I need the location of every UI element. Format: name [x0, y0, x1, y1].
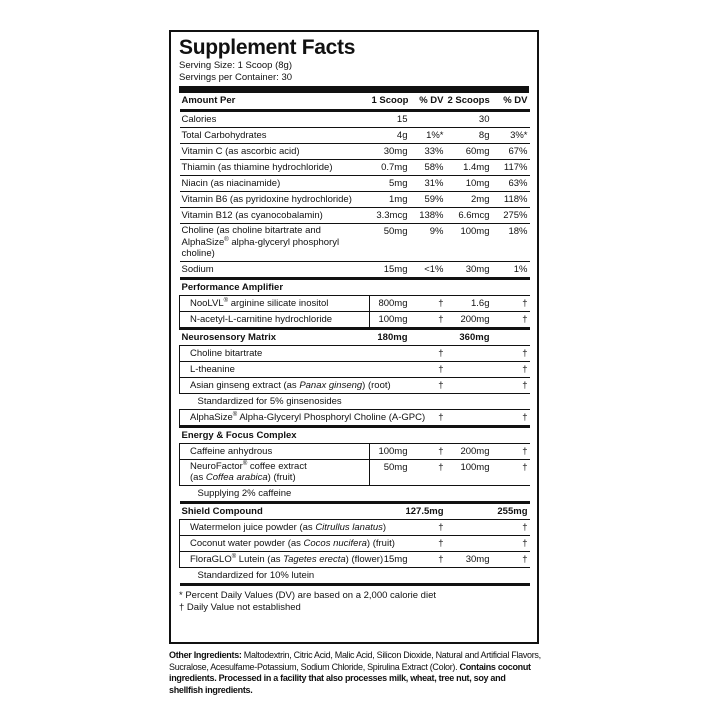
dv-1: † — [410, 409, 446, 426]
table-row — [180, 377, 530, 393]
dv-cell: 9% — [410, 224, 446, 262]
dv-cell: 1% — [492, 261, 530, 278]
nutrient-name: Total Carbohydrates — [180, 128, 370, 144]
header-dv2: % DV — [492, 93, 530, 111]
dv-cell: 275% — [492, 208, 530, 224]
amount-1: 800mg — [370, 295, 410, 311]
table-row — [180, 567, 530, 584]
dv-cell: 58% — [410, 160, 446, 176]
ingredient-name: Asian ginseng extract (as Panax ginseng) (root) — [180, 377, 410, 393]
section-title: Performance Amplifier — [180, 278, 530, 295]
thick-divider — [179, 86, 529, 93]
table-row — [180, 409, 530, 426]
dv-cell: 117% — [492, 160, 530, 176]
other-ingredients — [169, 650, 541, 696]
table-row — [180, 311, 530, 328]
dv-cell: 59% — [410, 192, 446, 208]
dv-1: † — [410, 345, 446, 361]
section-amount-1: 180mg — [370, 328, 410, 345]
dv-2: † — [492, 459, 530, 485]
ingredient-name: Watermelon juice powder (as Citrullus lanatus) — [180, 519, 410, 535]
dv-cell: 31% — [410, 176, 446, 192]
amount-cell: 50mg — [370, 224, 410, 262]
table-row — [180, 176, 530, 192]
dv-2: † — [492, 409, 530, 426]
table-header — [180, 93, 530, 111]
table-row — [180, 192, 530, 208]
nutrient-name: Vitamin B6 (as pyridoxine hydrochloride) — [180, 192, 370, 208]
amount-1: 100mg — [370, 443, 410, 459]
amount-cell: 8g — [446, 128, 492, 144]
ingredient-name: NeuroFactor® coffee extract (as Coffea arabica) (fruit) — [180, 459, 370, 485]
ingredient-name: Caffeine anhydrous — [180, 443, 370, 459]
header-dv1: % DV — [410, 93, 446, 111]
ingredient-name: Choline bitartrate — [180, 345, 410, 361]
dv-1: † — [410, 377, 446, 393]
table-row — [180, 160, 530, 176]
amount-cell: 30mg — [446, 261, 492, 278]
dv-1: † — [410, 519, 446, 535]
dv-2: † — [492, 295, 530, 311]
amount-cell: 3.3mcg — [370, 208, 410, 224]
caffeine-note: Supplying 2% caffeine — [180, 485, 530, 502]
amount-2: 100mg — [446, 459, 492, 485]
allergen-statement: Contains coconut ingredients. Processed in a facility that also processes milk, wheat, tree nut, soy and shellfish ingredients. — [169, 661, 531, 695]
dv-1: † — [410, 295, 446, 311]
dv-2: † — [492, 443, 530, 459]
dv-2: † — [492, 345, 530, 361]
amount-cell: 15mg — [370, 261, 410, 278]
amount-cell: 2mg — [446, 192, 492, 208]
dv-1: † — [410, 459, 446, 485]
ingredient-name: AlphaSize® Alpha-Glyceryl Phosphoryl Choline (A-GPC) — [180, 409, 410, 426]
amount-2: 1.6g — [446, 295, 492, 311]
header-col2: 2 Scoops — [446, 93, 492, 111]
nutrient-name: Sodium — [180, 261, 370, 278]
nutrient-name: Choline (as choline bitartrate and AlphaSize® alpha-glyceryl phosphoryl choline) — [180, 224, 370, 262]
table-row — [180, 535, 530, 551]
section-neuro — [180, 328, 530, 345]
amount-1: 50mg — [370, 459, 410, 485]
amount-cell: 4g — [370, 128, 410, 144]
dv-cell: 138% — [410, 208, 446, 224]
section-amount-2: 360mg — [446, 328, 492, 345]
table-row — [180, 485, 530, 502]
dv-2: † — [492, 535, 530, 551]
servings-per-container: Servings per Container: 30 — [179, 71, 293, 83]
amount-cell: 6.6mcg — [446, 208, 492, 224]
ingredient-name: N-acetyl-L-carnitine hydrochloride — [180, 311, 370, 328]
nutrient-name: Vitamin B12 (as cyanocobalamin) — [180, 208, 370, 224]
ingredient-name: FloraGLO® Lutein (as Tagetes erecta) (flower) — [180, 551, 370, 567]
nutrient-name: Calories — [180, 111, 370, 128]
amount-2: 200mg — [446, 443, 492, 459]
section-amount-2: 255mg — [446, 502, 530, 519]
table-row — [180, 519, 530, 535]
serving-size: Serving Size: 1 Scoop (8g) — [179, 60, 293, 71]
dv-2: † — [492, 311, 530, 328]
nutrient-rows — [180, 111, 530, 279]
amount-cell: 1.4mg — [446, 160, 492, 176]
dv-2: † — [492, 377, 530, 393]
table-row — [180, 345, 530, 361]
ingredient-name: L-theanine — [180, 361, 410, 377]
dv-2: † — [492, 519, 530, 535]
dv-cell: 33% — [410, 144, 446, 160]
table-row — [180, 361, 530, 377]
table-row — [180, 551, 530, 567]
amount-cell: 10mg — [446, 176, 492, 192]
other-ingredients-label: Other Ingredients: — [169, 650, 242, 660]
table-row — [180, 111, 530, 128]
dv-1: † — [410, 361, 446, 377]
amount-cell: 30 — [446, 111, 492, 128]
amount-cell: 1mg — [370, 192, 410, 208]
table-row — [180, 393, 530, 409]
dv-cell: <1% — [410, 261, 446, 278]
table-row — [180, 261, 530, 278]
dv-footnote: * Percent Daily Values (DV) are based on a 2,000 calorie diet — [179, 589, 436, 601]
lutein-note: Standardized for 10% lutein — [180, 567, 530, 584]
amount-2: 30mg — [446, 551, 492, 567]
other-ingredients-text: Maltodextrin, Citric Acid, Malic Acid, Silicon Dioxide, Natural and Artificial Flavors, Sucralose, Acesulfame-Potassium, Sodium Chloride, Spirulina Extract (Color). — [169, 650, 541, 672]
nutrient-name: Vitamin C (as ascorbic acid) — [180, 144, 370, 160]
amount-2: 200mg — [446, 311, 492, 328]
section-energy — [180, 426, 530, 443]
nutrient-name: Niacin (as niacinamide) — [180, 176, 370, 192]
section-title: Energy & Focus Complex — [180, 426, 530, 443]
section-shield — [180, 502, 530, 519]
amount-1: 15mg — [370, 551, 410, 567]
dv-cell: 118% — [492, 192, 530, 208]
dv-cell: 63% — [492, 176, 530, 192]
amount-cell: 30mg — [370, 144, 410, 160]
section-title: Neurosensory Matrix — [180, 328, 370, 345]
table-row — [180, 128, 530, 144]
dv-2: † — [492, 551, 530, 567]
dagger-footnote: † Daily Value not established — [179, 601, 301, 613]
header-col1: 1 Scoop — [370, 93, 410, 111]
section-amount-1: 127.5mg — [370, 502, 446, 519]
header-amount: Amount Per — [180, 93, 370, 111]
table-row — [180, 443, 530, 459]
supplement-facts-panel — [169, 30, 539, 644]
section-title: Shield Compound — [180, 502, 370, 519]
dv-2: † — [492, 361, 530, 377]
dv-1: † — [410, 551, 446, 567]
table-row — [180, 208, 530, 224]
dv-cell: 18% — [492, 224, 530, 262]
nutrient-name: Thiamin (as thiamine hydrochloride) — [180, 160, 370, 176]
table-row — [180, 459, 530, 485]
amount-cell: 15 — [370, 111, 410, 128]
dv-1: † — [410, 311, 446, 328]
dv-cell: 1%* — [410, 128, 446, 144]
dv-cell — [492, 111, 530, 128]
amount-cell: 5mg — [370, 176, 410, 192]
amount-cell: 0.7mg — [370, 160, 410, 176]
dv-cell: 67% — [492, 144, 530, 160]
panel-title: Supplement Facts — [179, 36, 356, 59]
table-row — [180, 144, 530, 160]
amount-cell: 100mg — [446, 224, 492, 262]
amount-cell: 60mg — [446, 144, 492, 160]
amount-1: 100mg — [370, 311, 410, 328]
facts-table — [179, 93, 530, 586]
ingredient-name: NooLVL® arginine silicate inositol — [180, 295, 370, 311]
ingredient-name: Coconut water powder (as Cocos nucifera) (fruit) — [180, 535, 410, 551]
standardized-note: Standardized for 5% ginsenosides — [180, 393, 530, 409]
dv-cell: 3%* — [492, 128, 530, 144]
dv-1: † — [410, 535, 446, 551]
table-row — [180, 295, 530, 311]
dv-cell — [410, 111, 446, 128]
table-row — [180, 224, 530, 262]
footnotes — [179, 590, 529, 614]
dv-1: † — [410, 443, 446, 459]
section-performance — [180, 278, 530, 295]
